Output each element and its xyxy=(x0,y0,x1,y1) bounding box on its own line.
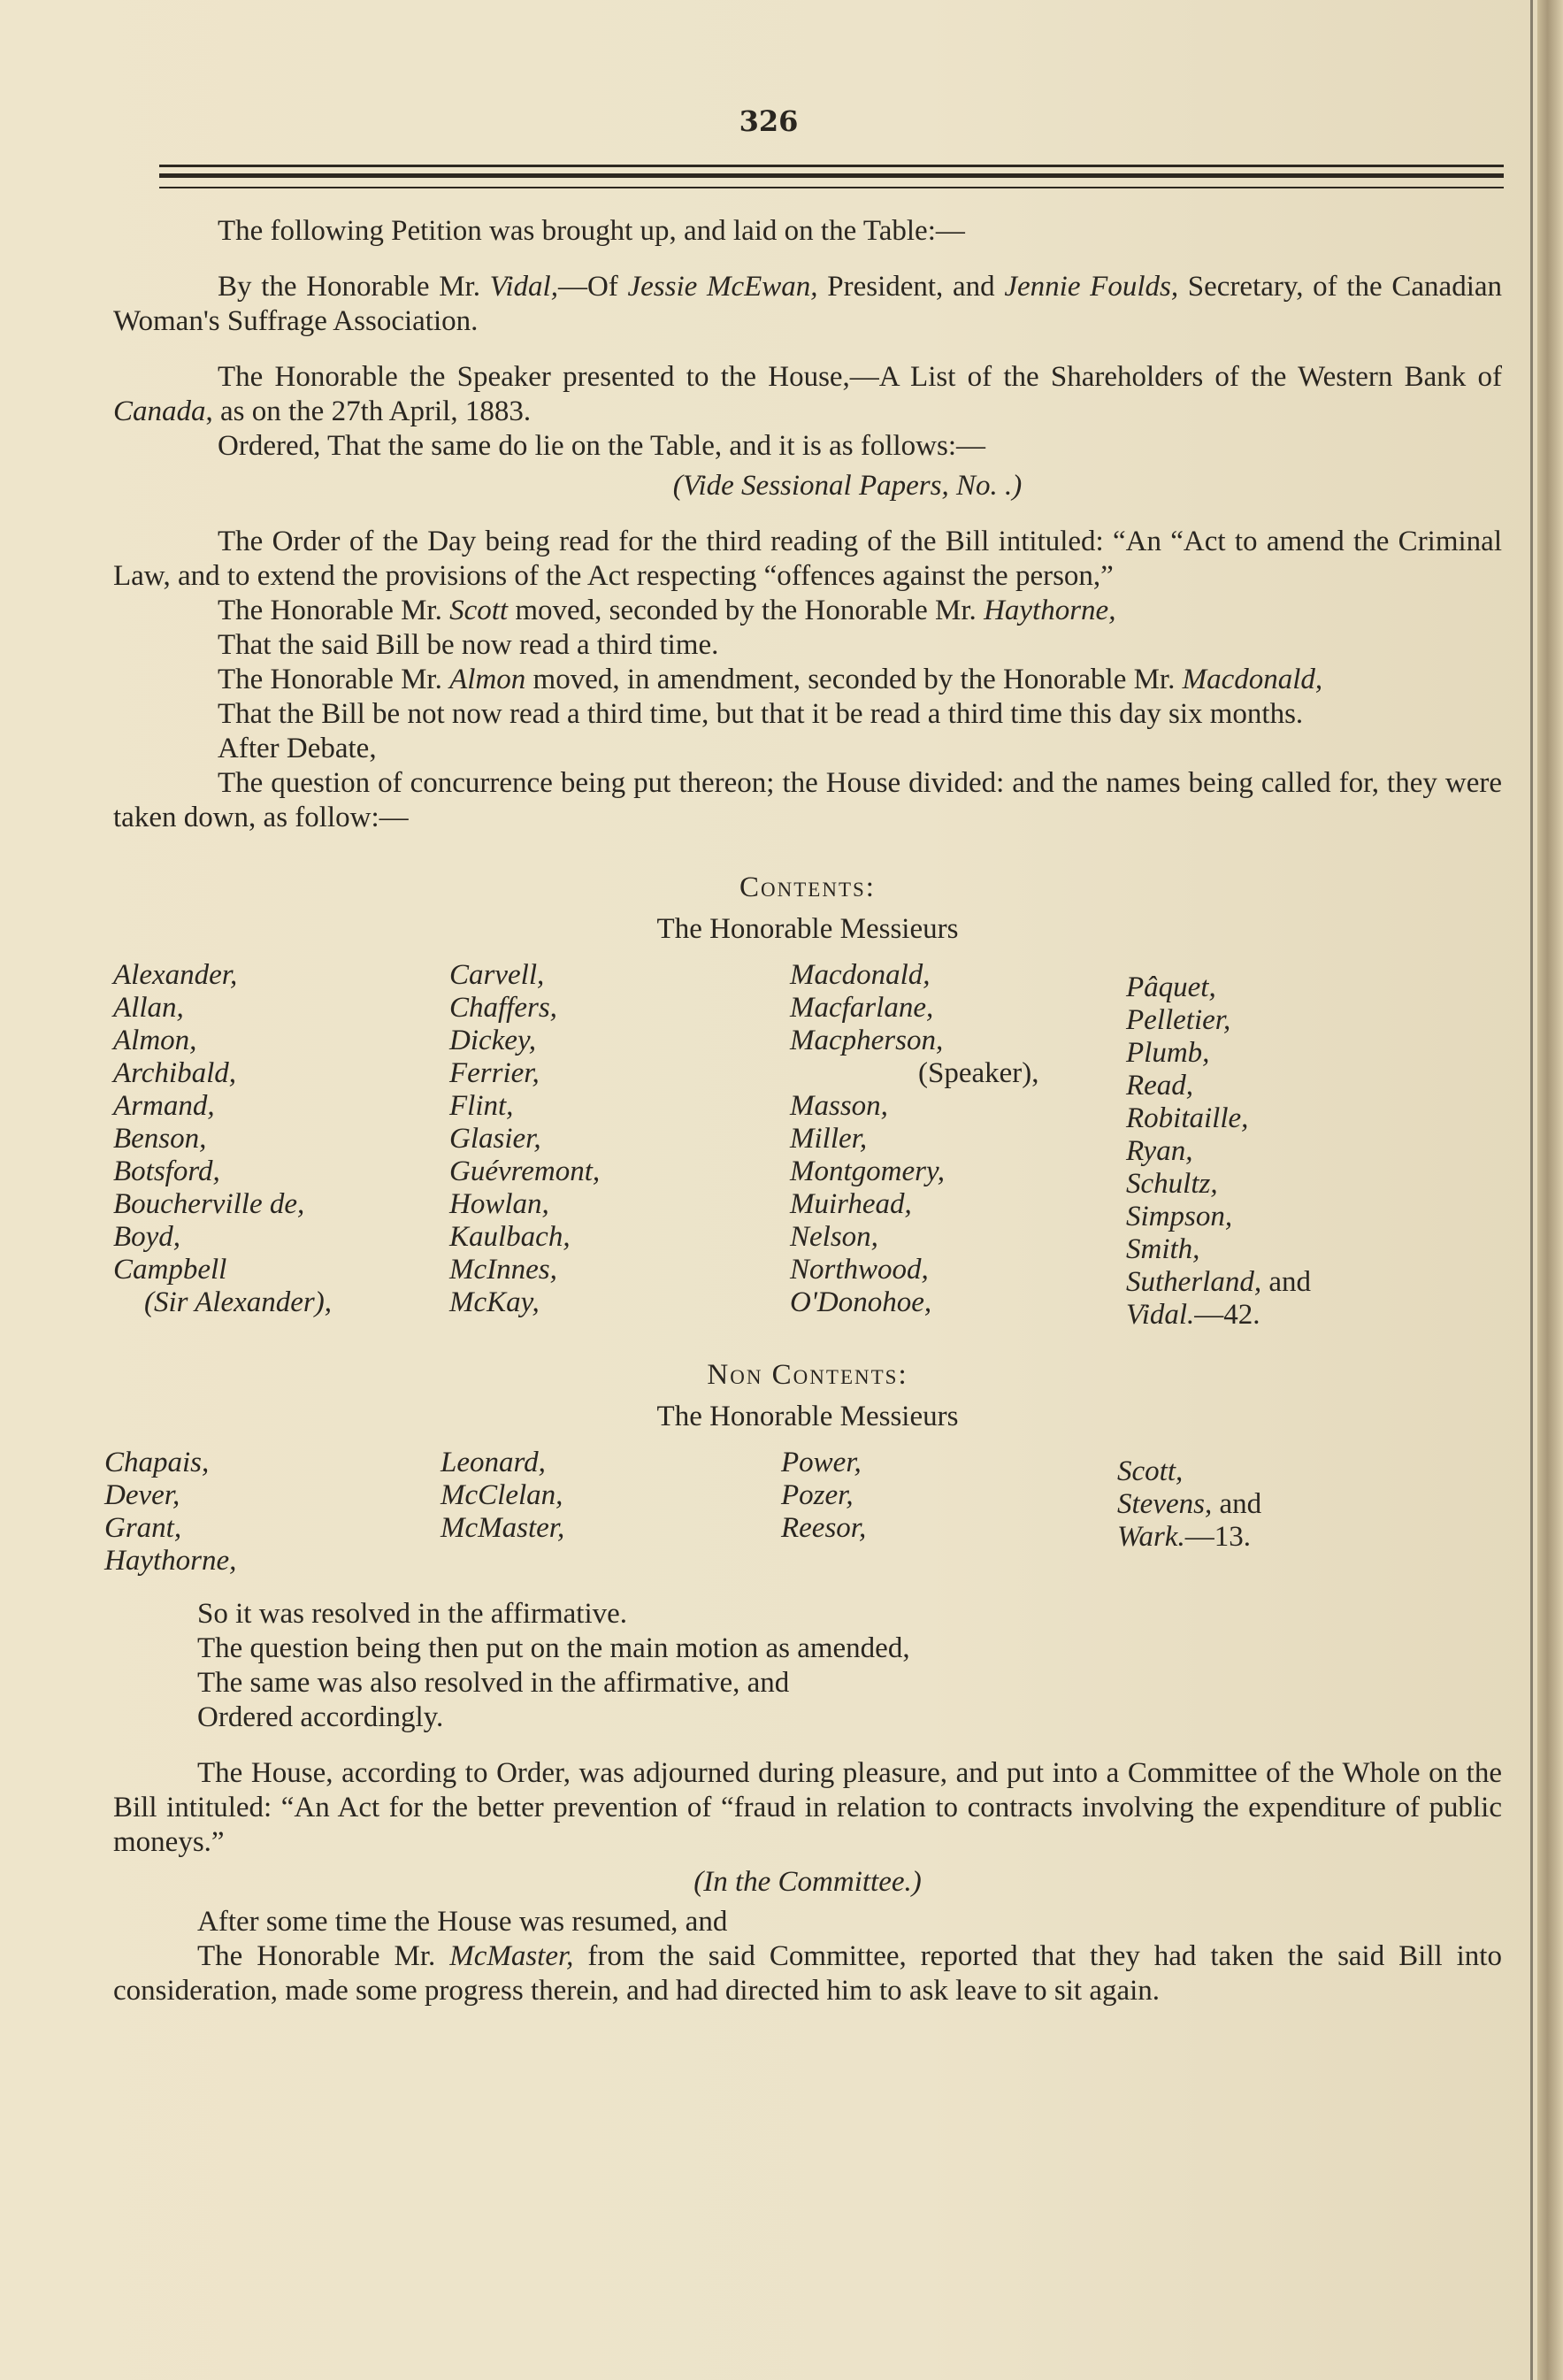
header-rule xyxy=(159,165,1504,167)
non-contents-col-2 xyxy=(441,1447,781,1578)
list-item: Leonard, xyxy=(441,1447,546,1478)
member-name: Vidal. xyxy=(1126,1299,1195,1331)
speaker-note: (Speaker), xyxy=(918,1057,1039,1089)
list-item: Dickey, xyxy=(449,1025,537,1056)
list-item: Chapais, xyxy=(104,1447,210,1478)
list-item: Simpson, xyxy=(1126,1201,1233,1232)
list-item: McKay, xyxy=(449,1286,540,1318)
place-name: Canada xyxy=(113,395,206,427)
text: —Of xyxy=(557,271,628,303)
member-name: Vidal, xyxy=(489,271,558,303)
list-item: O'Donohoe, xyxy=(790,1286,932,1318)
text: The Honorable the Speaker presented to the House,—A List of the Shareholders of the Western Bank of xyxy=(218,361,1502,393)
list-item: Power, xyxy=(781,1447,862,1478)
text: The Honorable Mr. xyxy=(218,664,450,695)
petition-paragraph xyxy=(113,270,1502,339)
contents-subheading: The Honorable Messieurs xyxy=(656,913,959,945)
list-item: Archibald, xyxy=(113,1057,237,1089)
ordered-paragraph: Ordered, That the same do lie on the Table, and it is as follows:— xyxy=(218,430,986,462)
list-item: Dever, xyxy=(104,1479,180,1511)
resolution-block xyxy=(113,1597,1502,1735)
member-name: Scott xyxy=(449,595,509,626)
list-item: Boyd, xyxy=(113,1221,181,1253)
order-of-day-paragraph: The Order of the Day being read for the third reading of the Bill intituled: “An “Act to amend the Criminal Law, and to extend the provisions of the Act respecting “offences against the person,” xyxy=(113,526,1502,592)
member-name: McMaster, xyxy=(449,1940,574,1972)
list-item xyxy=(1117,1521,1400,1554)
non-contents-col-4 xyxy=(1117,1447,1400,1578)
member-name: Macdonald, xyxy=(1182,664,1323,695)
resolution-line: The question being then put on the main motion as amended, xyxy=(197,1632,910,1664)
vote-total: —42. xyxy=(1194,1299,1260,1331)
vide-reference: (Vide Sessional Papers, No. .) xyxy=(672,470,1023,502)
non-contents-col-1 xyxy=(104,1447,441,1578)
list-item: Macpherson, xyxy=(790,1025,944,1056)
list-item: Pozer, xyxy=(781,1479,854,1511)
list-item: Scott, xyxy=(1117,1455,1184,1487)
list-item: Chaffers, xyxy=(449,992,557,1024)
contents-heading: Contents: xyxy=(739,871,876,903)
contents-col-3 xyxy=(790,959,1126,1332)
list-item: Allan, xyxy=(113,992,184,1024)
list-item: Macdonald, xyxy=(790,959,931,991)
contents-col-2 xyxy=(449,959,790,1332)
resolution-line: So it was resolved in the affirmative. xyxy=(197,1598,628,1630)
resumed-line: After some time the House was resumed, and xyxy=(197,1906,728,1938)
text: By the Honorable Mr. xyxy=(218,271,490,303)
list-item: Almon, xyxy=(113,1025,197,1056)
list-item: Robitaille, xyxy=(1126,1102,1249,1134)
list-item: Carvell, xyxy=(449,959,545,991)
list-item: Miller, xyxy=(790,1123,868,1155)
page-number: 326 xyxy=(739,104,799,138)
text: Secretary, of the Canadian Woman's Suffrage Association. xyxy=(113,271,1503,337)
list-item: Haythorne, xyxy=(104,1545,237,1577)
member-name: Sutherland, xyxy=(1126,1266,1262,1298)
list-item xyxy=(1126,1299,1409,1332)
resolution-line: Ordered accordingly. xyxy=(197,1701,444,1733)
scott-motion xyxy=(113,594,1502,628)
list-item xyxy=(1126,1266,1409,1299)
shareholders-paragraph xyxy=(113,360,1502,429)
contents-col-1 xyxy=(113,959,449,1332)
page-body xyxy=(104,203,1503,2008)
list-item: Pâquet, xyxy=(1126,971,1216,1003)
list-item: Read, xyxy=(1126,1070,1194,1102)
resolution-line: The same was also resolved in the affirmative, and xyxy=(197,1667,790,1699)
list-item: Howlan, xyxy=(449,1188,549,1220)
member-name: Wark. xyxy=(1117,1521,1185,1553)
list-item: McClelan, xyxy=(441,1479,563,1511)
list-item: Northwood, xyxy=(790,1254,929,1286)
list-item: Reesor, xyxy=(781,1512,867,1544)
list-item: Campbell xyxy=(113,1254,227,1286)
list-item: Masson, xyxy=(790,1090,888,1122)
list-item: Schultz, xyxy=(1126,1168,1218,1200)
vote-total: —13. xyxy=(1184,1521,1251,1553)
list-item: McMaster, xyxy=(441,1512,565,1544)
in-committee-note: (In the Committee.) xyxy=(693,1866,922,1898)
list-item: Nelson, xyxy=(790,1221,878,1253)
petition-intro: The following Petition was brought up, and laid on the Table:— xyxy=(218,215,965,247)
non-contents-col-3 xyxy=(781,1447,1117,1578)
list-item: Macfarlane, xyxy=(790,992,934,1024)
contents-col-4 xyxy=(1126,959,1409,1332)
list-item: Glasier, xyxy=(449,1123,541,1155)
text: and xyxy=(1261,1266,1311,1298)
list-item: Boucherville de, xyxy=(113,1188,305,1220)
non-contents-subheading: The Honorable Messieurs xyxy=(656,1401,959,1432)
contents-list xyxy=(113,959,1502,1332)
text: The Honorable Mr. xyxy=(218,595,450,626)
text: , as on the 27th April, 1883. xyxy=(205,395,532,427)
header-rule-thick xyxy=(159,173,1504,178)
amendment-text: That the Bill be not now read a third time, but that it be read a third time this day six months. xyxy=(218,698,1304,730)
member-name: Almon xyxy=(449,664,526,695)
list-item: Montgomery, xyxy=(790,1155,946,1187)
text: moved, in amendment, seconded by the Honorable Mr. xyxy=(525,664,1183,695)
list-item: McInnes, xyxy=(449,1254,557,1286)
text: President, and xyxy=(817,271,1005,303)
non-contents-heading: Non Contents: xyxy=(707,1359,908,1391)
text: and xyxy=(1212,1488,1262,1520)
text: moved, seconded by the Honorable Mr. xyxy=(508,595,985,626)
list-item: Plumb, xyxy=(1126,1037,1210,1069)
after-debate: After Debate, xyxy=(218,733,377,764)
division-paragraph: The question of concurrence being put thereon; the House divided: and the names being called for, they were taken down, as follow:— xyxy=(113,767,1502,833)
text: from the said Committee, reported that they had taken the said Bill into consideration, made some progress therein, and had directed him to ask leave to sit again. xyxy=(113,1940,1502,2007)
list-item: Alexander, xyxy=(113,959,238,991)
report-paragraph xyxy=(113,1939,1502,2008)
list-item: Benson, xyxy=(113,1123,207,1155)
list-item: Botsford, xyxy=(113,1155,220,1187)
list-item: Flint, xyxy=(449,1090,514,1122)
secretary-name: Jennie Foulds, xyxy=(1004,271,1179,303)
list-item xyxy=(1117,1488,1400,1521)
book-spine xyxy=(1537,0,1563,2380)
list-item: Guévremont, xyxy=(449,1155,601,1187)
list-item: Ryan, xyxy=(1126,1135,1193,1167)
member-name: Haythorne, xyxy=(984,595,1116,626)
list-item: Pelletier, xyxy=(1126,1004,1231,1036)
president-name: Jessie McEwan, xyxy=(627,271,818,303)
list-item: Kaulbach, xyxy=(449,1221,571,1253)
text: The Honorable Mr. xyxy=(197,1940,450,1972)
member-name: Stevens, xyxy=(1117,1488,1213,1520)
committee-paragraph: The House, according to Order, was adjourned during pleasure, and put into a Committee of the Whole on the Bill intituled: “An Act for the better prevention of “fraud in relation to contracts involving the expenditure of public moneys.” xyxy=(113,1757,1502,1858)
page-edge-line xyxy=(1530,0,1533,2380)
almon-amendment xyxy=(113,663,1502,697)
motion-text: That the said Bill be now read a third time. xyxy=(218,629,719,661)
list-item: Ferrier, xyxy=(449,1057,540,1089)
list-item: (Sir Alexander), xyxy=(144,1286,333,1318)
list-item: Muirhead, xyxy=(790,1188,912,1220)
list-item: Smith, xyxy=(1126,1233,1200,1265)
non-contents-list xyxy=(104,1447,1502,1578)
list-item: Grant, xyxy=(104,1512,182,1544)
list-item: Armand, xyxy=(113,1090,215,1122)
header-rule-thin xyxy=(159,187,1504,188)
